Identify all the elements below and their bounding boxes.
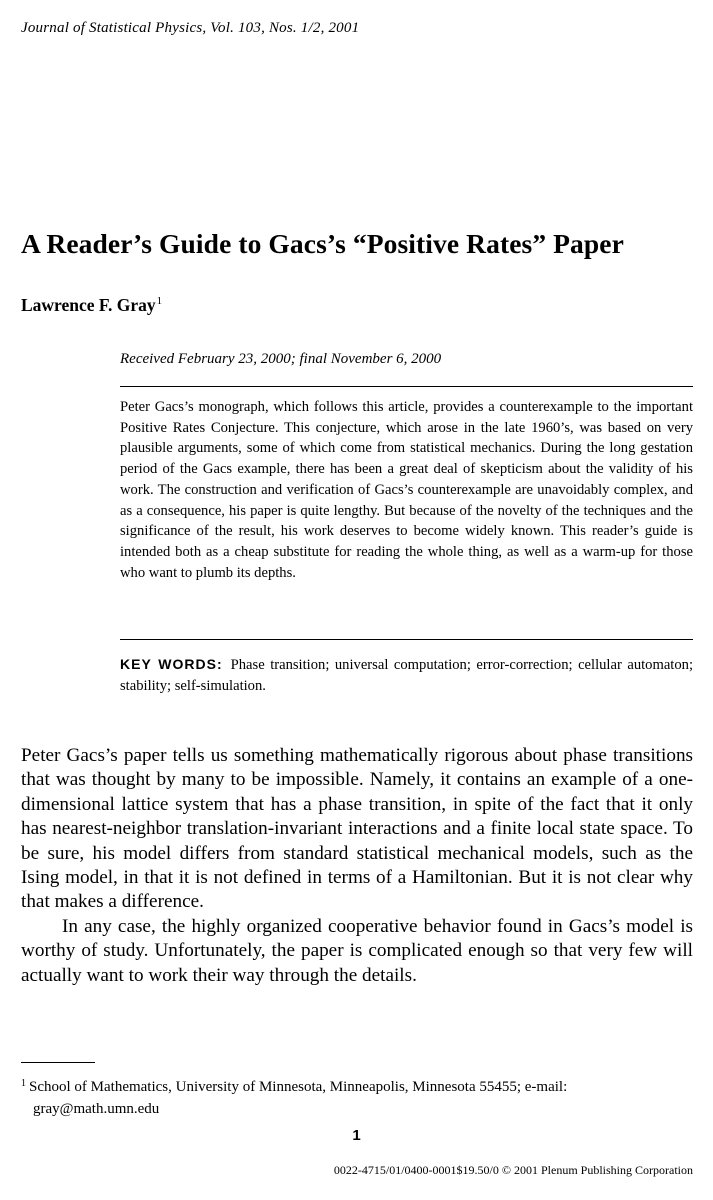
footnote-mark: 1 [21, 1078, 26, 1089]
paper-title: A Reader’s Guide to Gacs’s “Positive Rates” Paper [21, 228, 624, 259]
author-footnote-mark: 1 [156, 295, 163, 307]
body-text [21, 744, 693, 988]
journal-header: Journal of Statistical Physics, Vol. 103, Nos. 1/2, 2001 [21, 20, 360, 36]
footnote [21, 1073, 693, 1120]
abstract-top-rule [120, 386, 693, 387]
keywords-text: Phase transition; universal computation; error-correction; cellular automaton; stability; self-simulation. [120, 657, 693, 694]
body-paragraph: In any case, the highly organized cooperative behavior found in Gacs’s model is worthy of study. Unfortunately, the paper is complicated enough so that very few will actually want to work their way through the details. [21, 915, 693, 986]
abstract: Peter Gacs’s monograph, which follows this article, provides a counterexample to the important Positive Rates Conjecture. This conjecture, which arose in the late 1960’s, was based on very plausible arguments, some of which come from statistical mechanics. During the long gestation period of the Gacs example, there has been a great deal of skepticism about the validity of his work. The construction and verification of Gacs’s counterexample are unavoidably complex, and as a consequence, his paper is quite lengthy. But because of the novelty of the techniques and the significance of the result, his work deserves to become widely known. This reader’s guide is intended both as a cheap substitute for reading the whole thing, as well as a warm-up for those who want to plumb its depths. [120, 399, 693, 581]
abstract-bottom-rule [120, 639, 693, 640]
footnote-line [21, 1073, 693, 1098]
footnote-affiliation: School of Mathematics, University of Minnesota, Minneapolis, Minnesota 55455; e-mail: [29, 1079, 568, 1095]
author-line [21, 295, 162, 316]
footnote-email: gray@math.umn.edu [33, 1101, 160, 1117]
copyright-line: 0022-4715/01/0400-0001$19.50/0 © 2001 Plenum Publishing Corporation [333, 1163, 693, 1177]
keywords [120, 654, 693, 697]
footnote-rule [21, 1062, 95, 1063]
page-number: 1 [352, 1127, 361, 1144]
body-paragraph: Peter Gacs’s paper tells us something mathematically rigorous about phase transitions that was thought by many to be impossible. Namely, it contains an example of a one-dimensional lattice system that has a phase transition, in spite of the fact that it only has nearest-neighbor translation-invariant interactions and a finite local state space. To be sure, his model differs from standard statistical mechanical models, such as the Ising model, in that it is not defined in terms of a Hamiltonian. But it is not clear why that makes a difference. [21, 745, 693, 913]
keywords-label: KEY WORDS: [120, 656, 223, 672]
received-dates: Received February 23, 2000; final November 6, 2000 [120, 351, 442, 367]
author-name: Lawrence F. Gray [21, 295, 156, 315]
